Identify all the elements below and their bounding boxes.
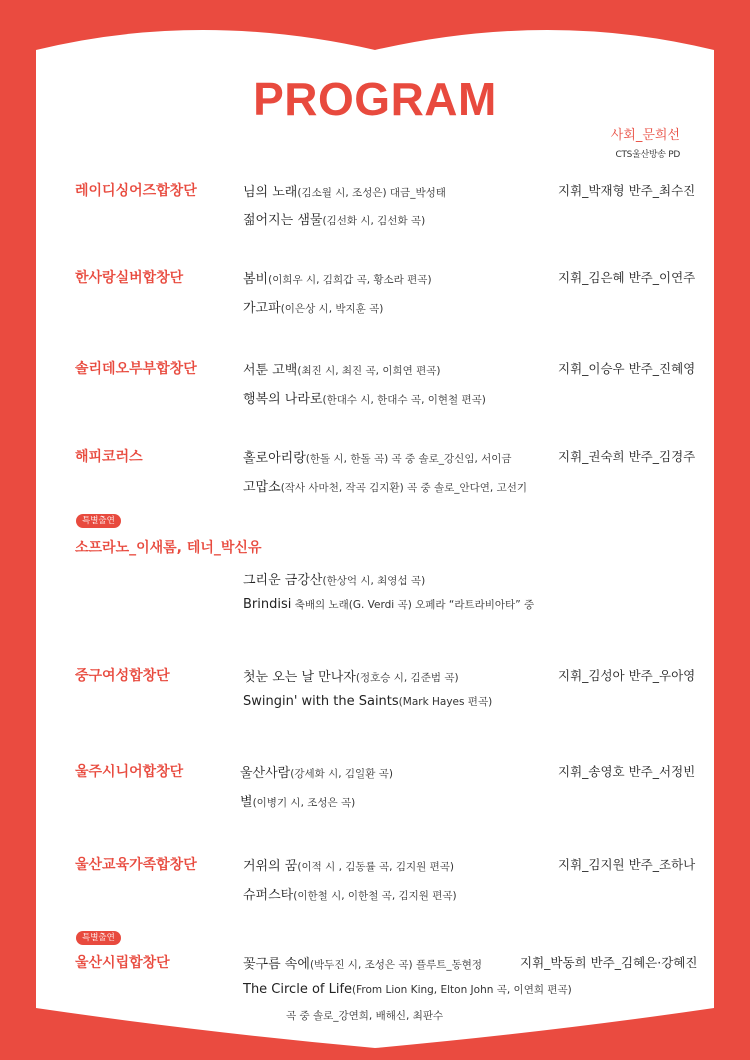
song-title: 첫눈 오는 날 만나자 xyxy=(243,670,356,685)
conductor-accompanist: 지휘_박재형 반주_최수진 xyxy=(558,183,696,198)
song-line xyxy=(240,791,355,810)
host-name: 사회_문희선 xyxy=(610,128,680,143)
song-title: 고맙소 xyxy=(243,480,281,495)
choir-name: 해피코러스 xyxy=(75,449,143,465)
song-title: Brindisi xyxy=(243,597,292,612)
choir-name: 울산교육가족합창단 xyxy=(75,857,197,873)
song-line xyxy=(243,209,425,228)
song-title: 행복의 나라로 xyxy=(243,392,323,407)
song-title: The Circle of Life xyxy=(243,982,353,997)
song-title: 슈퍼스타 xyxy=(243,888,294,903)
song-title: 별 xyxy=(240,795,253,810)
song-detail: (강세화 시, 김일환 곡) xyxy=(290,768,393,780)
choir-name: 솔리데오부부합창단 xyxy=(75,361,197,377)
song-title: 꽃구름 속에 xyxy=(243,957,310,972)
song-title: 봄비 xyxy=(243,272,269,287)
song-detail: (Mark Hayes 편곡) xyxy=(398,696,493,708)
song-line xyxy=(243,953,482,972)
solo-credits: 곡 중 솔로_강연희, 배해신, 최판수 xyxy=(286,1010,444,1022)
conductor-accompanist: 지휘_이승우 반주_진혜영 xyxy=(558,361,696,376)
song-line xyxy=(243,569,425,588)
song-line xyxy=(243,597,534,612)
conductor-accompanist: 지휘_김은혜 반주_이연주 xyxy=(558,270,696,285)
song-title: Swingin' with the Saints xyxy=(243,694,399,709)
song-line xyxy=(243,359,441,378)
song-detail: 축배의 노래(G. Verdi 곡) 오페라 “라트라비아타” 중 xyxy=(291,599,535,611)
song-detail: (한대수 시, 한대수 곡, 이현철 편곡) xyxy=(322,394,486,406)
song-title: 가고파 xyxy=(243,301,281,316)
choir-name: 중구여성합창단 xyxy=(75,668,170,684)
song-detail: (한상억 시, 최영섭 곡) xyxy=(322,575,426,587)
choir-name: 한사랑실버합창단 xyxy=(75,270,184,286)
song-detail: (이병기 시, 조성은 곡) xyxy=(252,797,356,809)
song-detail: (이은상 시, 박지훈 곡) xyxy=(280,303,384,315)
song-detail: (이한철 시, 이한철 곡, 김지원 편곡) xyxy=(293,890,457,902)
choir-name: 울주시니어합창단 xyxy=(75,764,184,780)
song-title: 거위의 꿈 xyxy=(243,859,298,874)
song-line xyxy=(243,297,383,316)
song-line xyxy=(243,181,446,200)
special-appearance-badge: 특별출연 xyxy=(76,514,121,528)
choir-name: 레이디싱어즈합창단 xyxy=(75,183,197,199)
song-detail: (최진 시, 최진 곡, 이희연 편곡) xyxy=(297,365,441,377)
song-line xyxy=(240,762,393,781)
song-title: 젊어지는 샘물 xyxy=(243,213,323,228)
song-detail: (이희우 시, 김희갑 곡, 황소라 편곡) xyxy=(268,274,432,286)
song-line xyxy=(243,884,457,903)
conductor-accompanist: 지휘_박동희 반주_김혜은·강혜진 xyxy=(520,955,698,970)
conductor-accompanist: 지휘_권숙희 반주_김경주 xyxy=(558,449,696,464)
song-line xyxy=(243,268,432,287)
song-title: 님의 노래 xyxy=(243,185,298,200)
conductor-accompanist: 지휘_김지원 반주_조하나 xyxy=(558,857,696,872)
song-title: 울산사람 xyxy=(240,766,291,781)
song-detail: (한돌 시, 한돌 곡) 곡 중 솔로_강신임, 서이금 xyxy=(305,453,512,465)
song-detail: (이적 시 , 김동률 곡, 김지원 편곡) xyxy=(297,861,454,873)
song-detail: (박두진 시, 조성은 곡) 플루트_동현정 xyxy=(309,959,483,971)
conductor-accompanist: 지휘_송영호 반주_서정빈 xyxy=(558,764,696,779)
song-detail: (김선화 시, 김선화 곡) xyxy=(322,215,426,227)
song-title: 홀로아리랑 xyxy=(243,451,306,466)
song-line xyxy=(243,388,486,407)
song-title: 그리운 금강산 xyxy=(243,573,323,588)
song-title: 서툰 고백 xyxy=(243,363,298,378)
host-role: CTS울산방송 PD xyxy=(615,150,680,160)
song-line xyxy=(243,666,459,685)
song-detail: (정호승 시, 김준범 곡) xyxy=(355,672,459,684)
song-line xyxy=(243,694,492,709)
song-detail: (작사 사마천, 작곡 김지환) 곡 중 솔로_안다연, 고선기 xyxy=(280,482,528,494)
special-appearance-badge: 특별출연 xyxy=(76,931,121,945)
conductor-accompanist: 지휘_김성아 반주_우아영 xyxy=(558,668,696,683)
song-detail: (김소월 시, 조성은) 대금_박성태 xyxy=(297,187,446,199)
song-line xyxy=(243,982,572,997)
choir-name: 울산시립합창단 xyxy=(75,955,170,971)
song-line xyxy=(243,447,512,466)
page-title: PROGRAM xyxy=(253,73,497,125)
song-detail: (From Lion King, Elton John 곡, 이연희 편곡) xyxy=(352,984,572,996)
soloists-name: 소프라노_이새롬, 테너_박신유 xyxy=(75,540,262,556)
song-line xyxy=(243,855,454,874)
song-line xyxy=(243,476,527,495)
